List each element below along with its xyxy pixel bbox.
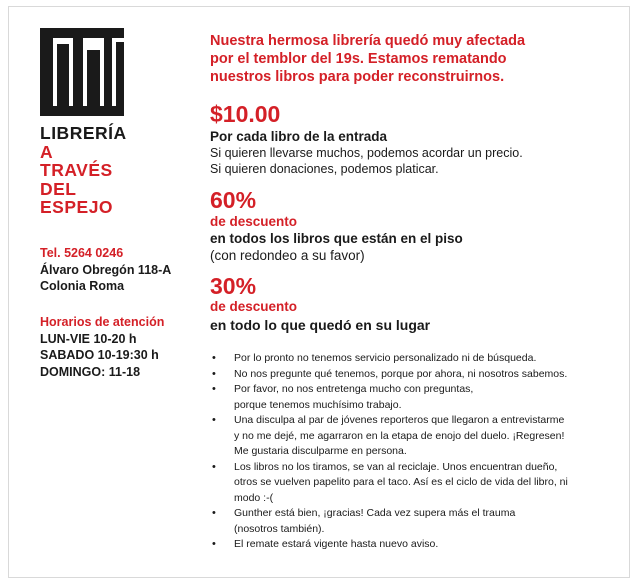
brand-name <box>40 124 127 217</box>
list-item: • Una disculpa al par de jóvenes reporteros que llegaron a entrevistarme y no me dejé, me agarraron en la etapa de enojo del duelo. ¡Regresen! Me gustaria disculparme en persona. <box>210 413 610 460</box>
offer-3-percent: 30% <box>210 273 257 299</box>
phone-number: Tel. 5264 0246 <box>40 246 124 260</box>
hours-line: SABADO 10-19:30 h <box>40 348 159 362</box>
brand-line-1: LIBRERÍA <box>40 123 127 143</box>
list-item: • Por favor, no nos entretenga mucho con preguntas, porque tenemos muchísimo trabajo. <box>210 382 610 413</box>
brand-line-3: TRAVÉS <box>40 160 113 180</box>
list-item: • El remate estará vigente hasta nuevo aviso. <box>210 537 610 553</box>
brand-line-2: A <box>40 141 54 162</box>
hours-block <box>40 314 164 380</box>
offer-2-line-2: (con redondeo a su favor) <box>210 248 365 263</box>
brand-line-4: DEL <box>40 178 77 199</box>
offer-1-line-1: Si quieren llevarse muchos, podemos acordar un precio. <box>210 146 523 160</box>
offer-2-line-1: en todos los libros que están en el piso <box>210 231 463 246</box>
list-item: • Gunther está bien, ¡gracias! Cada vez supera más el trauma (nosotros también). <box>210 506 610 537</box>
intro-line: Nuestra hermosa librería quedó muy afectada <box>210 33 526 49</box>
list-item: • Por lo pronto no tenemos servicio personalizado ni de búsqueda. <box>210 351 610 367</box>
address-line-1: Álvaro Obregón 118-A <box>40 262 172 277</box>
brand-line-5: ESPEJO <box>40 197 114 217</box>
list-item: • Los libros no los tiramos, se van al reciclaje. Unos encuentran dueño, otros se vuelven papelito para el taco. Así es el ciclo de vida del libro, ni modo :-( <box>210 460 610 507</box>
offer-price: $10.00 <box>210 101 281 127</box>
offer-1-line-2: Si quieren donaciones, podemos platicar. <box>210 162 439 176</box>
offer-1-headline: Por cada libro de la entrada <box>210 129 388 144</box>
notes-list <box>210 351 610 553</box>
offer-2-percent: 60% <box>210 187 257 213</box>
address-line-2: Colonia Roma <box>40 279 125 293</box>
list-item: • No nos pregunte qué tenemos, porque por ahora, ni nosotros sabemos. <box>210 367 610 383</box>
hours-line: LUN-VIE 10-20 h <box>40 331 137 346</box>
offer-3-label: de descuento <box>210 299 298 314</box>
offer-3-line-1: en todo lo que quedó en su lugar <box>210 317 431 333</box>
intro-line: por el temblor del 19s. Estamos rematando <box>210 51 507 67</box>
bookshelf-logo-icon <box>40 28 124 116</box>
contact-block <box>40 245 171 295</box>
offer-2-label: de descuento <box>210 214 298 229</box>
hours-title: Horarios de atención <box>40 315 165 329</box>
intro-text <box>210 32 630 86</box>
intro-line: nuestros libros para poder reconstruirnos. <box>210 69 505 85</box>
hours-line: DOMINGO: 11-18 <box>40 364 141 379</box>
